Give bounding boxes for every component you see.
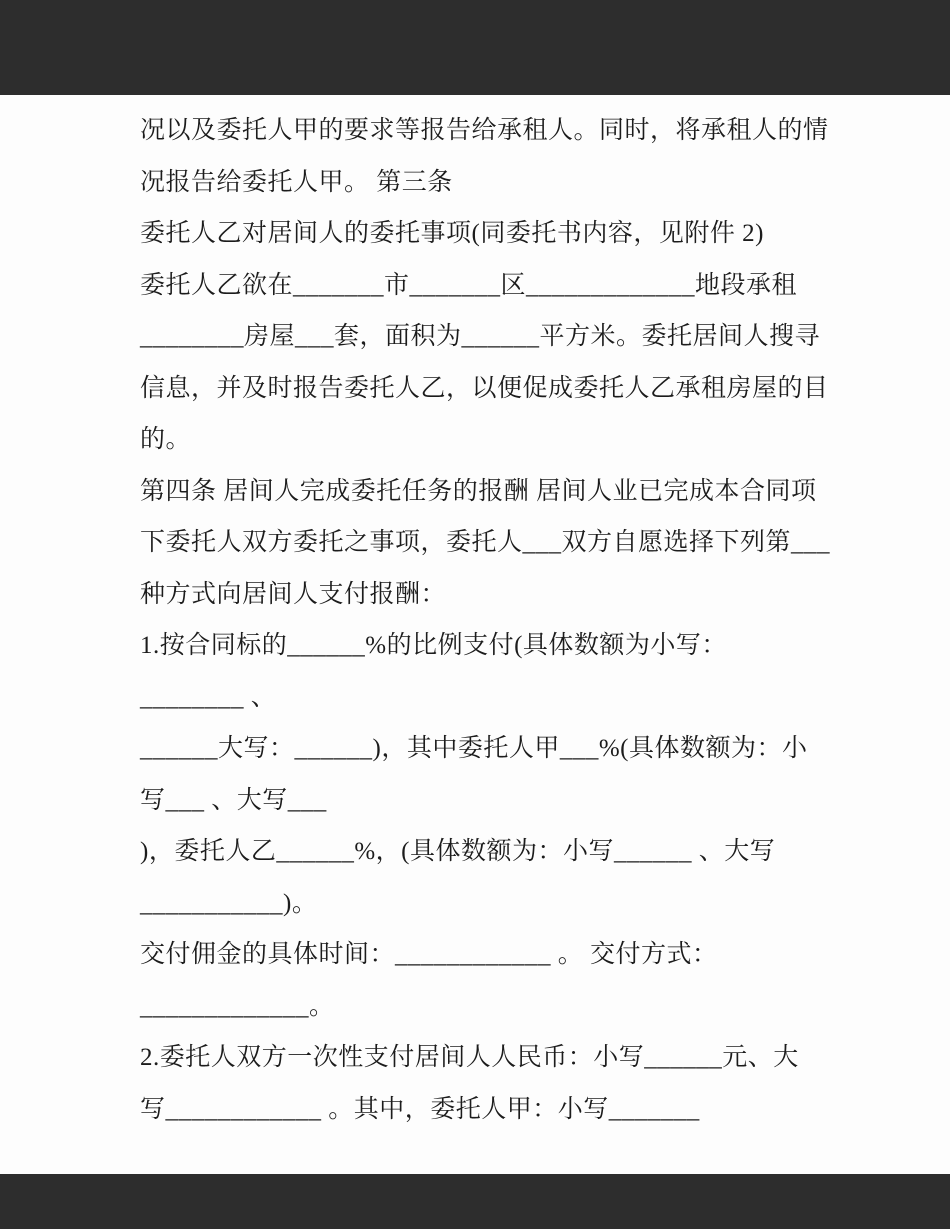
document-line: ______大写：______)，其中委托人甲___%(具体数额为：小: [140, 735, 808, 762]
bottom-margin: [0, 1174, 950, 1229]
document-line: ________ 、: [140, 683, 277, 711]
document-line: 写____________ 。其中，委托人甲：小写_______: [140, 1095, 700, 1123]
document-line: 况以及委托人甲的要求等报告给承租人。同时，将承租人的情: [140, 117, 829, 144]
document-line: 委托人乙对居间人的委托事项(同委托书内容，见附件 2): [140, 220, 764, 247]
document-line: _____________。: [140, 992, 335, 1020]
top-margin: [0, 0, 950, 95]
document-line: 委托人乙欲在_______市_______区_____________地段承租: [140, 271, 798, 299]
document-line: 第四条 居间人完成委托任务的报酬 居间人业已完成本合同项: [140, 477, 817, 505]
document-line: ___________)。: [140, 889, 318, 917]
document-page: [0, 95, 950, 1174]
document-line: 1.按合同标的______%的比例支付(具体数额为小写：: [140, 632, 727, 659]
document-line: 写___ 、大写___: [140, 786, 327, 814]
document-line: 的。: [140, 426, 192, 453]
document-line: 信息，并及时报告委托人乙，以便促成委托人乙承租房屋的目: [140, 374, 829, 402]
document-line: 下委托人双方委托之事项，委托人___双方自愿选择下列第___: [140, 529, 831, 556]
document-line: 2.委托人双方一次性支付居间人人民币：小写______元、大: [140, 1044, 799, 1071]
document-content: [140, 105, 830, 1135]
document-line: 种方式向居间人支付报酬：: [140, 580, 447, 608]
document-line: 况报告给委托人甲。 第三条: [140, 168, 453, 196]
document-line: 交付佣金的具体时间：____________ 。 交付方式：: [140, 941, 718, 968]
document-line: )，委托人乙______%，(具体数额为：小写______ 、大写: [140, 838, 776, 865]
document-line: ________房屋___套，面积为______平方米。委托居间人搜寻: [140, 323, 821, 350]
